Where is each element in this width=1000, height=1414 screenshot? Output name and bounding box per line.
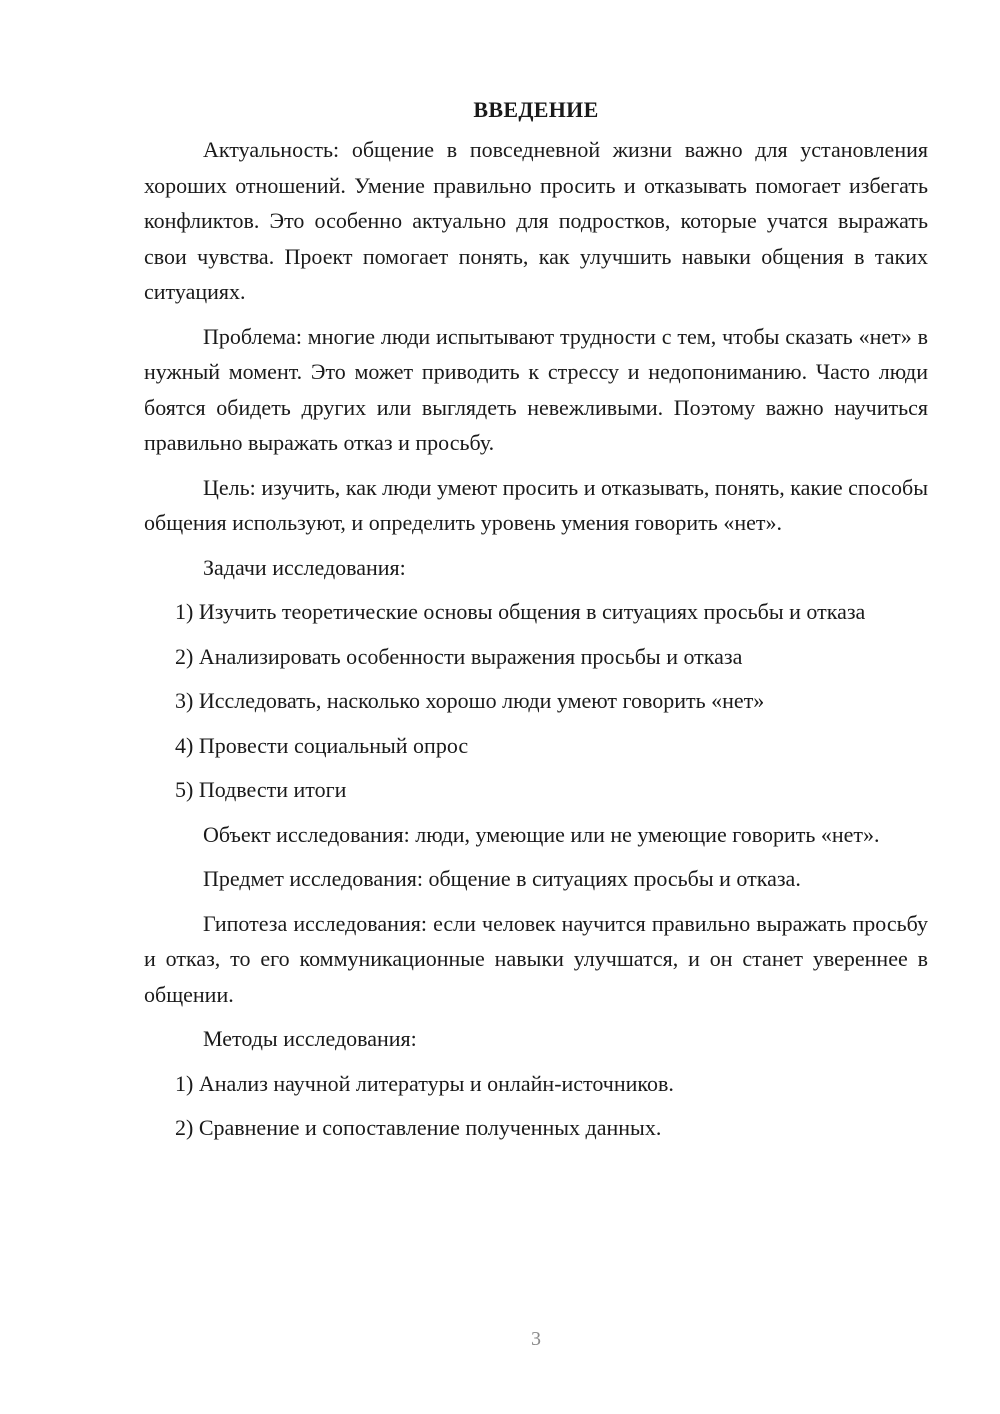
goal-paragraph: Цель: изучить, как люди умеют просить и отказывать, понять, какие способы общения используют, и определить уровень умения говорить «нет».: [144, 474, 928, 535]
task-item-4: 4) Провести социальный опрос: [175, 732, 469, 758]
problem-paragraph: Проблема: многие люди испытывают трудности с тем, чтобы сказать «нет» в нужный момент. Это может приводить к стрессу и недопониманию. Часто люди боятся обидеть других или выглядеть невежливыми. Поэтому важно научиться правильно выражать отказ и просьбу.: [144, 323, 928, 455]
task-item-1: 1) Изучить теоретические основы общения в ситуациях просьбы и отказа: [175, 599, 866, 624]
page-number: 3: [531, 1328, 541, 1350]
task-item-2: 2) Анализировать особенности выражения просьбы и отказа: [175, 643, 743, 669]
hypothesis-paragraph: Гипотеза исследования: если человек научится правильно выражать просьбу и отказ, то его коммуникационные навыки улучшатся, и он станет увереннее в общении.: [144, 910, 928, 1007]
methods-heading: Методы исследования:: [203, 1026, 417, 1051]
task-item-5: 5) Подвести итоги: [175, 777, 347, 802]
document-page: [144, 92, 928, 1155]
object-paragraph: Объект исследования: люди, умеющие или не умеющие говорить «нет».: [203, 821, 880, 847]
method-item-2: 2) Сравнение и сопоставление полученных данных.: [175, 1115, 662, 1140]
section-title: ВВЕДЕНИЕ: [473, 97, 599, 122]
relevance-paragraph: Актуальность: общение в повседневной жизни важно для установления хороших отношений. Умение правильно просить и отказывать помогает избегать конфликтов. Это особенно актуально для подростков, которые учатся выражать свои чувства. Проект помогает понять, как улучшить навыки общения в таких ситуациях.: [144, 137, 928, 304]
method-item-1: 1) Анализ научной литературы и онлайн-источников.: [175, 1070, 674, 1096]
subject-paragraph: Предмет исследования: общение в ситуациях просьбы и отказа.: [203, 866, 801, 891]
tasks-heading: Задачи исследования:: [203, 554, 406, 580]
task-item-3: 3) Исследовать, насколько хорошо люди умеют говорить «нет»: [175, 688, 765, 713]
